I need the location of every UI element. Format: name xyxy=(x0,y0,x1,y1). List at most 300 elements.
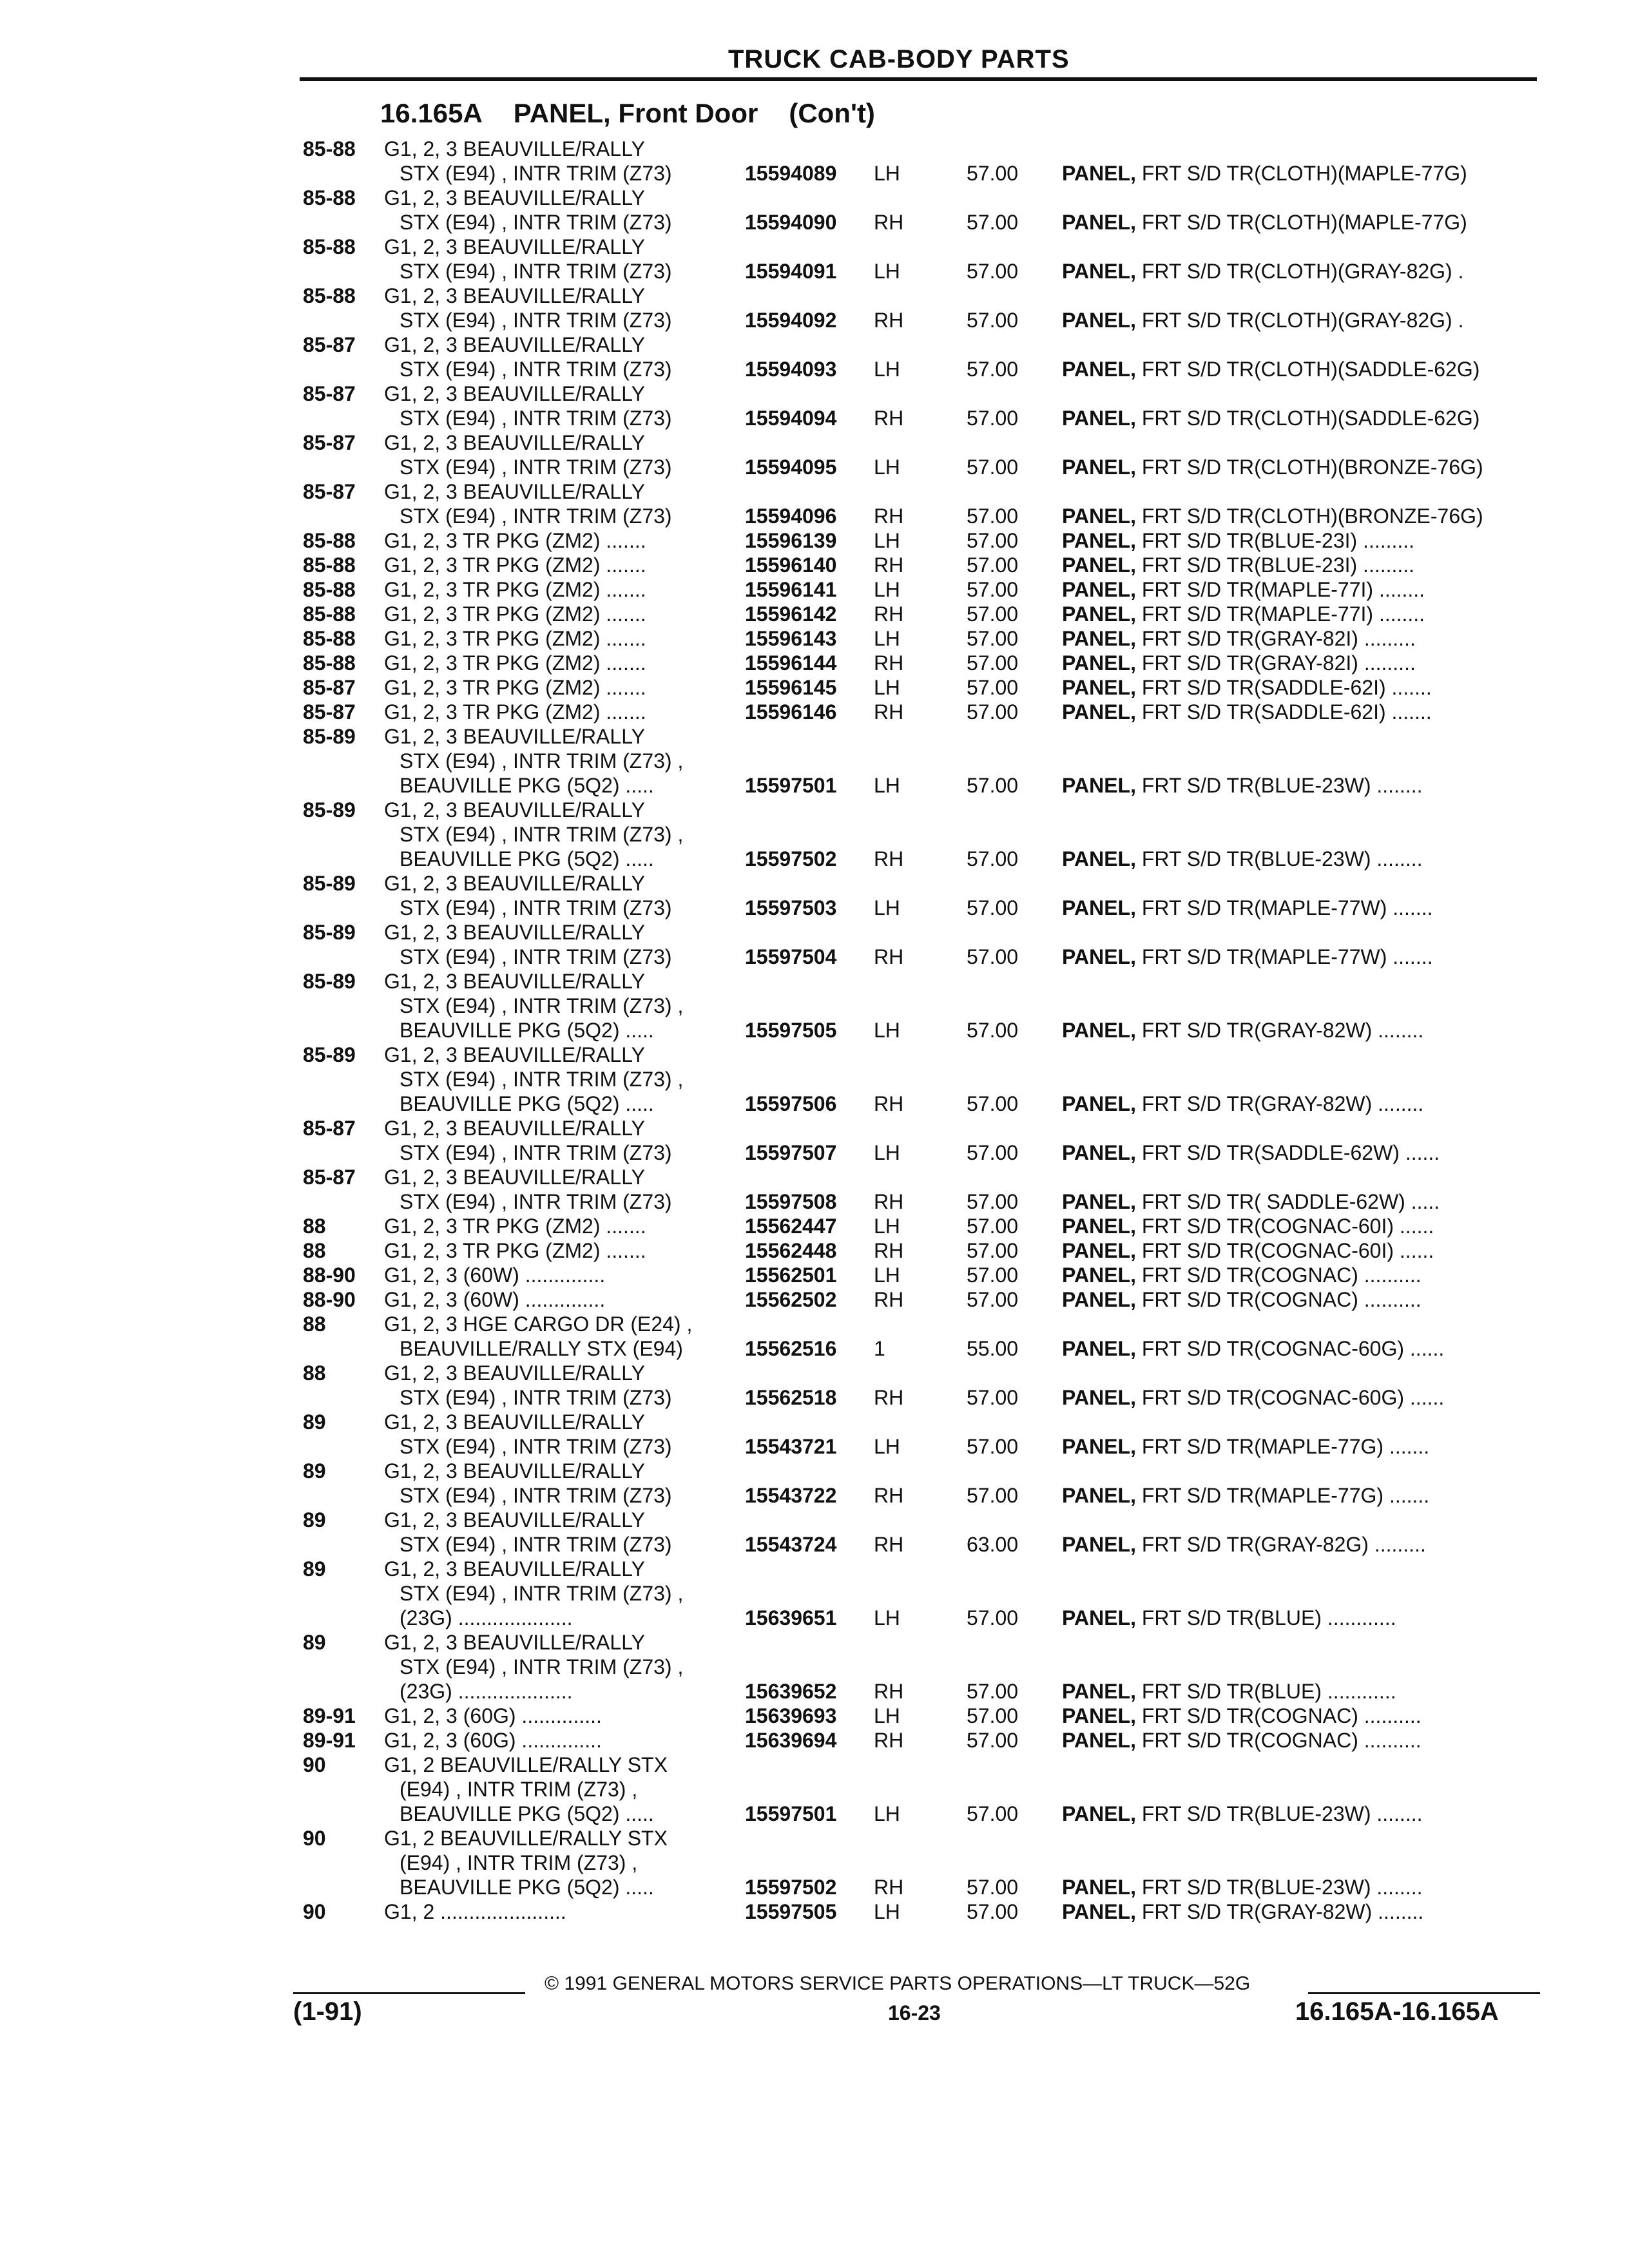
part-type: PANEL, xyxy=(1062,1386,1136,1409)
part-description-text: FRT S/D TR(GRAY-82W) ........ xyxy=(1141,1019,1424,1042)
price: 63.00 xyxy=(967,1533,1019,1556)
side-code: LH xyxy=(874,676,900,699)
footer-rule-left xyxy=(293,1992,525,1994)
part-type: PANEL, xyxy=(1062,945,1136,968)
part-type: PANEL, xyxy=(1062,676,1136,699)
parts-entry xyxy=(0,1753,1629,1826)
entry-line xyxy=(0,1557,1629,1581)
entry-line xyxy=(0,822,1629,847)
parts-entry xyxy=(0,381,1629,430)
part-number: 15596141 xyxy=(745,578,837,601)
side-code: RH xyxy=(874,1729,904,1752)
side-code: RH xyxy=(874,945,904,968)
application-description: G1, 2, 3 HGE CARGO DR (E24) , xyxy=(384,1312,693,1336)
price: 57.00 xyxy=(967,627,1019,650)
part-description xyxy=(1062,626,1416,651)
entry-line xyxy=(0,920,1629,945)
application-description: BEAUVILLE/RALLY STX (E94) xyxy=(400,1337,683,1360)
parts-entry xyxy=(0,626,1629,651)
price: 57.00 xyxy=(967,651,1019,675)
part-type: PANEL, xyxy=(1062,1533,1136,1556)
part-description-text: FRT S/D TR(COGNAC) .......... xyxy=(1141,1704,1422,1727)
model-year: 88-90 xyxy=(303,1288,356,1311)
part-description xyxy=(1062,455,1483,479)
entry-line xyxy=(0,1361,1629,1385)
application-description: STX (E94) , INTR TRIM (Z73) , xyxy=(400,749,684,773)
application-description: STX (E94) , INTR TRIM (Z73) xyxy=(400,358,672,381)
model-year: 85-89 xyxy=(303,798,356,822)
parts-entry xyxy=(0,1165,1629,1214)
price: 57.00 xyxy=(967,602,1019,626)
application-description: G1, 2, 3 TR PKG (ZM2) ....... xyxy=(384,651,646,675)
model-year: 89-91 xyxy=(303,1704,356,1727)
part-description-text: FRT S/D TR(COGNAC) .......... xyxy=(1141,1729,1422,1752)
application-description: BEAUVILLE PKG (5Q2) ..... xyxy=(400,774,654,797)
model-year: 85-88 xyxy=(303,602,356,626)
price: 57.00 xyxy=(967,1190,1019,1213)
side-code: LH xyxy=(874,456,900,479)
part-type: PANEL, xyxy=(1062,456,1136,479)
part-type: PANEL, xyxy=(1062,1435,1136,1458)
entry-line xyxy=(0,1116,1629,1140)
part-type: PANEL, xyxy=(1062,1092,1136,1115)
footer-page-number: 16-23 xyxy=(888,2001,941,2024)
model-year: 90 xyxy=(303,1827,326,1850)
part-number: 15597501 xyxy=(745,1802,837,1825)
part-description-text: FRT S/D TR(SADDLE-62I) ....... xyxy=(1141,700,1432,724)
part-description-text: FRT S/D TR(COGNAC) .......... xyxy=(1141,1264,1422,1287)
application-description: STX (E94) , INTR TRIM (Z73) xyxy=(400,456,672,479)
application-description: STX (E94) , INTR TRIM (Z73) xyxy=(400,1435,672,1458)
header-rule xyxy=(300,77,1537,81)
entry-line xyxy=(0,1728,1629,1753)
parts-entry xyxy=(0,1043,1629,1116)
model-year: 85-89 xyxy=(303,921,356,944)
part-description-text: FRT S/D TR(MAPLE-77G) ....... xyxy=(1141,1484,1430,1507)
price: 57.00 xyxy=(967,1900,1019,1923)
application-description: (23G) .................... xyxy=(400,1680,573,1703)
application-description: STX (E94) , INTR TRIM (Z73) xyxy=(400,211,672,234)
part-number: 15597503 xyxy=(745,896,837,919)
part-number: 15562448 xyxy=(745,1239,837,1262)
part-type: PANEL, xyxy=(1062,1239,1136,1262)
part-description xyxy=(1062,1802,1422,1826)
parts-entry xyxy=(0,186,1629,235)
model-year: 88 xyxy=(303,1312,326,1336)
application-description: STX (E94) , INTR TRIM (Z73) xyxy=(400,309,672,332)
application-description: G1, 2, 3 BEAUVILLE/RALLY xyxy=(384,1361,645,1385)
part-number: 15639651 xyxy=(745,1606,837,1629)
part-description-text: FRT S/D TR(MAPLE-77W) ....... xyxy=(1141,945,1433,968)
entry-line xyxy=(0,1704,1629,1728)
entry-line xyxy=(0,381,1629,406)
footer-rule-right xyxy=(1308,1992,1540,1994)
price: 57.00 xyxy=(967,847,1019,870)
part-type: PANEL, xyxy=(1062,1288,1136,1311)
price: 57.00 xyxy=(967,1092,1019,1115)
model-year: 85-89 xyxy=(303,872,356,895)
part-type: PANEL, xyxy=(1062,651,1136,675)
price: 57.00 xyxy=(967,945,1019,968)
application-description: BEAUVILLE PKG (5Q2) ..... xyxy=(400,1092,654,1115)
entry-line xyxy=(0,602,1629,626)
entry-line xyxy=(0,1655,1629,1679)
side-code: RH xyxy=(874,553,904,577)
part-number: 15597506 xyxy=(745,1092,837,1115)
part-description-text: FRT S/D TR(CLOTH)(GRAY-82G) . xyxy=(1141,309,1464,332)
entry-line xyxy=(0,1214,1629,1238)
parts-entry xyxy=(0,235,1629,284)
part-description xyxy=(1062,847,1422,871)
model-year: 85-88 xyxy=(303,553,356,577)
parts-entry xyxy=(0,1287,1629,1312)
entry-line xyxy=(0,1581,1629,1606)
entry-line xyxy=(0,773,1629,798)
part-description xyxy=(1062,357,1480,381)
entry-line xyxy=(0,284,1629,308)
application-description: G1, 2, 3 BEAUVILLE/RALLY xyxy=(384,872,645,895)
price: 57.00 xyxy=(967,211,1019,234)
entry-line xyxy=(0,626,1629,651)
application-description: G1, 2, 3 BEAUVILLE/RALLY xyxy=(384,1508,645,1532)
application-description: STX (E94) , INTR TRIM (Z73) xyxy=(400,945,672,968)
price: 57.00 xyxy=(967,1141,1019,1164)
price: 57.00 xyxy=(967,1239,1019,1262)
parts-entry xyxy=(0,700,1629,724)
entry-line xyxy=(0,1753,1629,1777)
part-description-text: FRT S/D TR(BLUE) ............ xyxy=(1141,1680,1396,1703)
part-number: 15543724 xyxy=(745,1533,837,1556)
part-description xyxy=(1062,1238,1434,1263)
application-description: G1, 2, 3 BEAUVILLE/RALLY xyxy=(384,235,645,258)
section-name: PANEL, Front Door xyxy=(513,98,758,128)
part-description xyxy=(1062,1140,1440,1165)
entry-line xyxy=(0,1238,1629,1263)
side-code: RH xyxy=(874,847,904,870)
price: 57.00 xyxy=(967,676,1019,699)
model-year: 88 xyxy=(303,1361,326,1385)
section-heading xyxy=(380,98,906,129)
parts-entry xyxy=(0,430,1629,479)
model-year: 85-88 xyxy=(303,578,356,601)
part-type: PANEL, xyxy=(1062,309,1136,332)
application-description: G1, 2, 3 BEAUVILLE/RALLY xyxy=(384,725,645,748)
part-number: 15594094 xyxy=(745,407,837,430)
price: 57.00 xyxy=(967,578,1019,601)
part-number: 15543722 xyxy=(745,1484,837,1507)
part-number: 15543721 xyxy=(745,1435,837,1458)
part-description xyxy=(1062,1263,1422,1287)
part-number: 15596145 xyxy=(745,676,837,699)
entry-line xyxy=(0,1459,1629,1483)
part-description xyxy=(1062,1189,1440,1214)
part-number: 15596142 xyxy=(745,602,837,626)
application-description: STX (E94) , INTR TRIM (Z73) xyxy=(400,1533,672,1556)
entry-line xyxy=(0,749,1629,773)
price: 57.00 xyxy=(967,407,1019,430)
entry-line xyxy=(0,1508,1629,1532)
application-description: STX (E94) , INTR TRIM (Z73) xyxy=(400,1141,672,1164)
part-type: PANEL, xyxy=(1062,1215,1136,1238)
parts-list xyxy=(0,137,1629,1924)
entry-line xyxy=(0,210,1629,235)
application-description: STX (E94) , INTR TRIM (Z73) , xyxy=(400,1068,684,1091)
model-year: 90 xyxy=(303,1900,326,1923)
part-number: 15597502 xyxy=(745,1876,837,1899)
entry-line xyxy=(0,1679,1629,1704)
part-number: 15594095 xyxy=(745,456,837,479)
application-description: STX (E94) , INTR TRIM (Z73) , xyxy=(400,1655,684,1678)
part-type: PANEL, xyxy=(1062,1019,1136,1042)
side-code: LH xyxy=(874,896,900,919)
model-year: 85-88 xyxy=(303,235,356,258)
parts-entry xyxy=(0,553,1629,577)
application-description: G1, 2, 3 TR PKG (ZM2) ....... xyxy=(384,627,646,650)
application-description: G1, 2, 3 TR PKG (ZM2) ....... xyxy=(384,700,646,724)
entry-line xyxy=(0,186,1629,210)
price: 57.00 xyxy=(967,1484,1019,1507)
side-code: RH xyxy=(874,700,904,724)
price: 57.00 xyxy=(967,1386,1019,1409)
price: 57.00 xyxy=(967,1680,1019,1703)
side-code: LH xyxy=(874,1264,900,1287)
parts-entry xyxy=(0,1238,1629,1263)
side-code: LH xyxy=(874,1141,900,1164)
parts-entry xyxy=(0,1361,1629,1410)
model-year: 89 xyxy=(303,1631,326,1654)
side-code: LH xyxy=(874,627,900,650)
part-number: 15596140 xyxy=(745,553,837,577)
application-description: BEAUVILLE PKG (5Q2) ..... xyxy=(400,1802,654,1825)
price: 57.00 xyxy=(967,774,1019,797)
price: 57.00 xyxy=(967,309,1019,332)
part-description xyxy=(1062,1679,1396,1704)
application-description: G1, 2 BEAUVILLE/RALLY STX xyxy=(384,1827,668,1850)
part-number: 15597508 xyxy=(745,1190,837,1213)
part-description xyxy=(1062,1606,1396,1630)
parts-entry xyxy=(0,1116,1629,1165)
price: 57.00 xyxy=(967,1802,1019,1825)
application-description: G1, 2, 3 BEAUVILLE/RALLY xyxy=(384,970,645,993)
side-code: RH xyxy=(874,1092,904,1115)
application-description: STX (E94) , INTR TRIM (Z73) xyxy=(400,1190,672,1213)
part-number: 15597505 xyxy=(745,1019,837,1042)
part-number: 15597501 xyxy=(745,774,837,797)
price: 57.00 xyxy=(967,1264,1019,1287)
part-number: 15596139 xyxy=(745,529,837,552)
price: 57.00 xyxy=(967,1288,1019,1311)
part-type: PANEL, xyxy=(1062,505,1136,528)
application-description: G1, 2, 3 BEAUVILLE/RALLY xyxy=(384,1117,645,1140)
model-year: 85-89 xyxy=(303,725,356,748)
parts-entry xyxy=(0,602,1629,626)
parts-entry xyxy=(0,651,1629,675)
application-description: STX (E94) , INTR TRIM (Z73) xyxy=(400,1386,672,1409)
part-description xyxy=(1062,773,1422,798)
part-description-text: FRT S/D TR(CLOTH)(GRAY-82G) . xyxy=(1141,260,1464,283)
price: 57.00 xyxy=(967,1215,1019,1238)
part-type: PANEL, xyxy=(1062,1484,1136,1507)
part-description xyxy=(1062,553,1414,577)
model-year: 85-87 xyxy=(303,333,356,356)
part-description xyxy=(1062,1214,1434,1238)
parts-entry xyxy=(0,675,1629,700)
part-number: 15639652 xyxy=(745,1680,837,1703)
part-type: PANEL, xyxy=(1062,1900,1136,1923)
part-type: PANEL, xyxy=(1062,529,1136,552)
entry-line xyxy=(0,235,1629,259)
parts-entry xyxy=(0,1214,1629,1238)
part-type: PANEL, xyxy=(1062,1606,1136,1629)
parts-entry xyxy=(0,1899,1629,1924)
side-code: LH xyxy=(874,1704,900,1727)
part-type: PANEL, xyxy=(1062,211,1136,234)
part-description-text: FRT S/D TR(GRAY-82W) ........ xyxy=(1141,1092,1424,1115)
application-description: (E94) , INTR TRIM (Z73) , xyxy=(400,1778,638,1801)
part-type: PANEL, xyxy=(1062,1141,1136,1164)
model-year: 88 xyxy=(303,1239,326,1262)
part-number: 15597507 xyxy=(745,1141,837,1164)
entry-line xyxy=(0,1287,1629,1312)
parts-entry xyxy=(0,1704,1629,1728)
entry-line xyxy=(0,1875,1629,1899)
part-type: PANEL, xyxy=(1062,578,1136,601)
application-description: G1, 2, 3 TR PKG (ZM2) ....... xyxy=(384,602,646,626)
entry-line xyxy=(0,1067,1629,1091)
application-description: G1, 2, 3 BEAUVILLE/RALLY xyxy=(384,284,645,307)
application-description: G1, 2, 3 TR PKG (ZM2) ....... xyxy=(384,1215,646,1238)
price: 57.00 xyxy=(967,505,1019,528)
entry-line xyxy=(0,430,1629,455)
entry-line xyxy=(0,1140,1629,1165)
side-code: RH xyxy=(874,1239,904,1262)
price: 57.00 xyxy=(967,162,1019,185)
application-description: G1, 2, 3 TR PKG (ZM2) ....... xyxy=(384,553,646,577)
price: 57.00 xyxy=(967,358,1019,381)
side-code: RH xyxy=(874,1484,904,1507)
application-description: G1, 2, 3 BEAUVILLE/RALLY xyxy=(384,1459,645,1483)
application-description: (E94) , INTR TRIM (Z73) , xyxy=(400,1851,638,1874)
application-description: G1, 2, 3 BEAUVILLE/RALLY xyxy=(384,431,645,454)
part-description-text: FRT S/D TR(GRAY-82W) ........ xyxy=(1141,1900,1424,1923)
entry-line xyxy=(0,1018,1629,1043)
model-year: 90 xyxy=(303,1753,326,1776)
entry-line xyxy=(0,1630,1629,1655)
part-description xyxy=(1062,1336,1444,1361)
entry-line xyxy=(0,406,1629,430)
model-year: 85-89 xyxy=(303,970,356,993)
application-description: G1, 2, 3 BEAUVILLE/RALLY xyxy=(384,1631,645,1654)
entry-line xyxy=(0,455,1629,479)
parts-entry xyxy=(0,577,1629,602)
part-type: PANEL, xyxy=(1062,1704,1136,1727)
parts-entry xyxy=(0,1557,1629,1630)
application-description: BEAUVILLE PKG (5Q2) ..... xyxy=(400,847,654,870)
part-description-text: FRT S/D TR(COGNAC-60G) ...... xyxy=(1141,1337,1445,1360)
part-description xyxy=(1062,1385,1444,1410)
application-description: BEAUVILLE PKG (5Q2) ..... xyxy=(400,1876,654,1899)
model-year: 85-87 xyxy=(303,431,356,454)
parts-entry xyxy=(0,1728,1629,1753)
part-type: PANEL, xyxy=(1062,627,1136,650)
entry-line xyxy=(0,479,1629,504)
parts-entry xyxy=(0,1263,1629,1287)
application-description: G1, 2, 3 BEAUVILLE/RALLY xyxy=(384,137,645,160)
section-number: 16.165A xyxy=(380,98,483,128)
price: 57.00 xyxy=(967,896,1019,919)
model-year: 85-88 xyxy=(303,627,356,650)
entry-line xyxy=(0,1826,1629,1850)
model-year: 89 xyxy=(303,1508,326,1532)
side-code: LH xyxy=(874,1435,900,1458)
part-number: 15597505 xyxy=(745,1900,837,1923)
part-number: 15639693 xyxy=(745,1704,837,1727)
entry-line xyxy=(0,1091,1629,1116)
application-description: STX (E94) , INTR TRIM (Z73) xyxy=(400,1484,672,1507)
entry-line xyxy=(0,308,1629,332)
side-code: RH xyxy=(874,1190,904,1213)
part-description xyxy=(1062,1434,1429,1459)
side-code: LH xyxy=(874,1215,900,1238)
part-description-text: FRT S/D TR(BLUE-23W) ........ xyxy=(1141,847,1423,870)
part-number: 15596143 xyxy=(745,627,837,650)
application-description: STX (E94) , INTR TRIM (Z73) xyxy=(400,505,672,528)
side-code: RH xyxy=(874,1533,904,1556)
model-year: 85-89 xyxy=(303,1043,356,1066)
application-description: G1, 2, 3 BEAUVILLE/RALLY xyxy=(384,480,645,503)
part-description-text: FRT S/D TR(GRAY-82G) ......... xyxy=(1141,1533,1426,1556)
part-description-text: FRT S/D TR(GRAY-82I) ......... xyxy=(1141,627,1416,650)
application-description: STX (E94) , INTR TRIM (Z73) , xyxy=(400,823,684,846)
side-code: RH xyxy=(874,309,904,332)
price: 57.00 xyxy=(967,1729,1019,1752)
part-number: 15596144 xyxy=(745,651,837,675)
part-description xyxy=(1062,308,1463,332)
application-description: G1, 2, 3 TR PKG (ZM2) ....... xyxy=(384,1239,646,1262)
price: 55.00 xyxy=(967,1337,1019,1360)
entry-line xyxy=(0,1165,1629,1189)
entry-line xyxy=(0,945,1629,969)
price: 57.00 xyxy=(967,700,1019,724)
parts-entry xyxy=(0,528,1629,553)
part-number: 15594089 xyxy=(745,162,837,185)
part-description xyxy=(1062,1091,1423,1116)
model-year: 85-88 xyxy=(303,137,356,160)
part-description-text: FRT S/D TR(BLUE) ............ xyxy=(1141,1606,1396,1629)
entry-line xyxy=(0,1312,1629,1336)
part-type: PANEL, xyxy=(1062,847,1136,870)
part-description xyxy=(1062,675,1432,700)
part-description-text: FRT S/D TR(SADDLE-62W) ...... xyxy=(1141,1141,1440,1164)
part-description xyxy=(1062,1287,1422,1312)
part-description xyxy=(1062,1483,1429,1508)
parts-entry xyxy=(0,798,1629,871)
part-description-text: FRT S/D TR(MAPLE-77G) ....... xyxy=(1141,1435,1430,1458)
application-description: STX (E94) , INTR TRIM (Z73) xyxy=(400,896,672,919)
part-number: 15594091 xyxy=(745,260,837,283)
part-description-text: FRT S/D TR(BLUE-23W) ........ xyxy=(1141,1876,1423,1899)
application-description: G1, 2, 3 BEAUVILLE/RALLY xyxy=(384,798,645,822)
section-continued: (Con't) xyxy=(789,98,875,128)
part-type: PANEL, xyxy=(1062,162,1136,185)
part-description-text: FRT S/D TR(CLOTH)(MAPLE-77G) xyxy=(1141,211,1467,234)
side-code: LH xyxy=(874,774,900,797)
side-code: LH xyxy=(874,578,900,601)
price: 57.00 xyxy=(967,529,1019,552)
entry-line xyxy=(0,847,1629,871)
model-year: 85-88 xyxy=(303,186,356,209)
model-year: 85-88 xyxy=(303,651,356,675)
